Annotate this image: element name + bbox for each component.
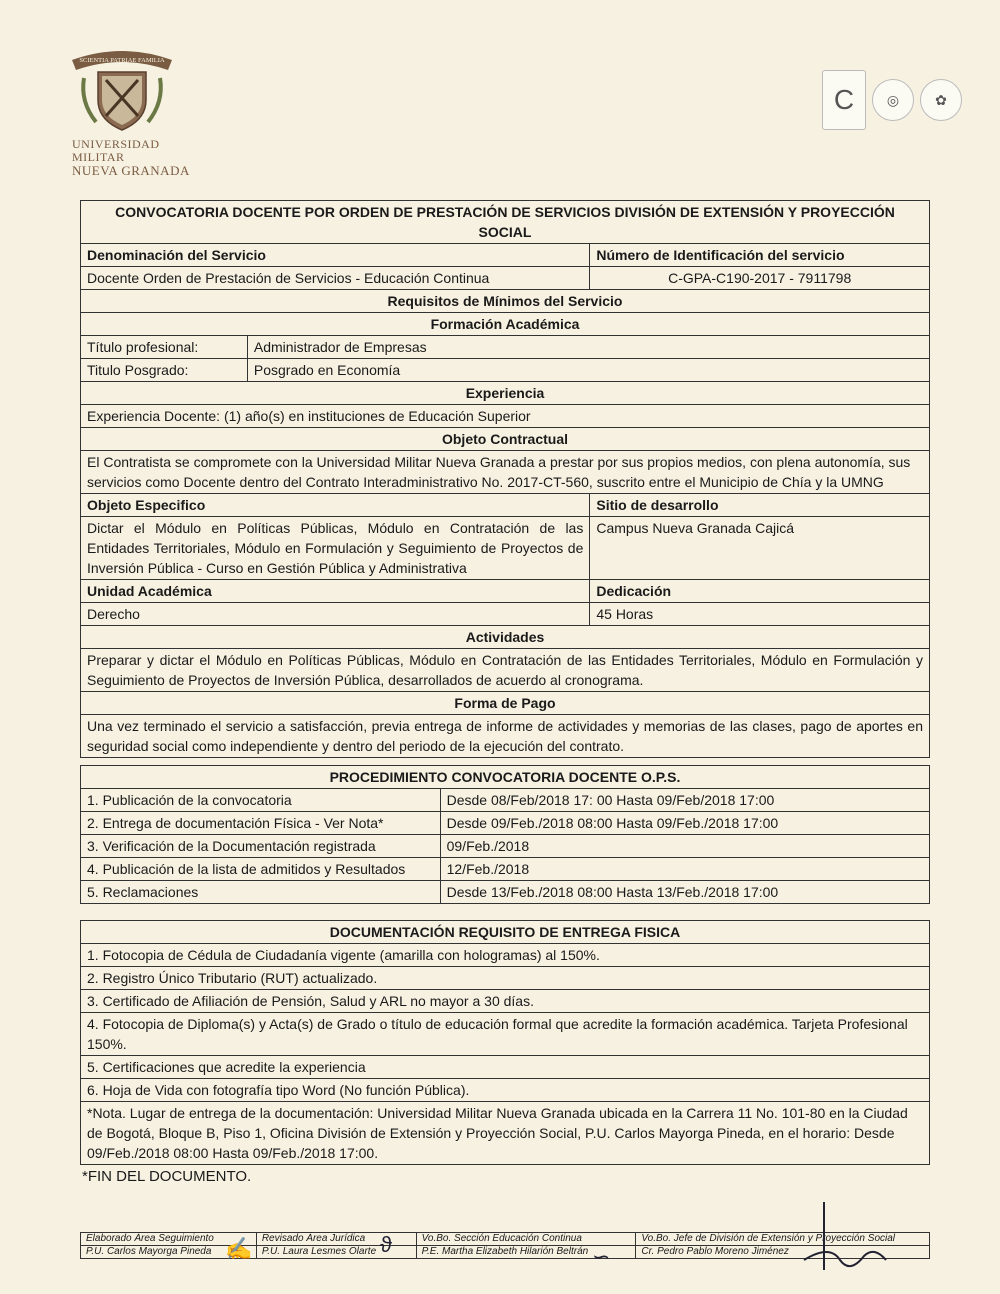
list-item: 2. Registro Único Tributario (RUT) actualizado. xyxy=(81,967,930,990)
footer-prepared-label: Elaborado Área Seguimiento xyxy=(81,1233,257,1246)
unit-value: Derecho xyxy=(81,603,590,626)
denomination-value: Docente Orden de Prestación de Servicios - Educación Continua xyxy=(81,267,590,290)
university-name-line2: NUEVA GRANADA xyxy=(72,163,190,178)
footer-division-approval-label: Vo.Bo. Jefe de División de Extensión y Proyección Social xyxy=(636,1233,930,1246)
footer-section-approval-name: P.E. Martha Elizabeth Hilarión Beltrán xyxy=(416,1246,636,1259)
documentation-note: *Nota. Lugar de entrega de la documentación: Universidad Militar Nueva Granada ubicada en la Carrera 11 No. 101-80 en la Ciudad de Bogotá, Bloque B, Piso 1, Oficina División de Extensión y Proyección Social, P.U. Carlos Mayorga Pineda, en el horario: Desde 09/Feb./2018 08:00 Hasta 09/Feb./2018 17:00. xyxy=(81,1102,930,1165)
procedure-step: 1. Publicación de la convocatoria xyxy=(81,789,441,812)
list-item: 4. Fotocopia de Diploma(s) y Acta(s) de Grado o título de educación formal que acredite la formación académica. Tarjeta Profesional 150%. xyxy=(81,1013,930,1056)
university-name-line1: UNIVERSIDAD MILITAR xyxy=(72,137,160,164)
dedication-label: Dedicación xyxy=(590,580,930,603)
site-label: Sitio de desarrollo xyxy=(590,494,930,517)
id-label: Número de Identificación del servicio xyxy=(590,244,930,267)
service-table xyxy=(80,200,930,758)
icontec-seal-icon: C xyxy=(822,70,866,130)
logo-motto: SCIENTIA PATRIAE FAMILIA xyxy=(79,57,165,64)
procedure-date: Desde 08/Feb/2018 17: 00 Hasta 09/Feb/2018 17:00 xyxy=(440,789,929,812)
footer-division-approval-name: Cr. Pedro Pablo Moreno Jiménez xyxy=(636,1246,930,1259)
experience-header: Experiencia xyxy=(81,382,930,405)
service-title: CONVOCATORIA DOCENTE POR ORDEN DE PRESTACIÓN DE SERVICIOS DIVISIÓN DE EXTENSIÓN Y PROYECCIÓN SOCIAL xyxy=(81,201,930,244)
site-value: Campus Nueva Granada Cajicá xyxy=(590,517,930,580)
experience-value: Experiencia Docente: (1) año(s) en instituciones de Educación Superior xyxy=(81,405,930,428)
documentation-table xyxy=(80,920,930,1165)
procedure-date: 09/Feb./2018 xyxy=(440,835,929,858)
id-value: C-GPA-C190-2017 - 7911798 xyxy=(590,267,930,290)
footer-reviewed-name: P.U. Laura Lesmes Olarte xyxy=(256,1246,416,1259)
iqnet-seal-icon: ◎ xyxy=(872,79,914,121)
procedure-step: 5. Reclamaciones xyxy=(81,881,441,904)
procedure-date: Desde 09/Feb./2018 08:00 Hasta 09/Feb./2018 17:00 xyxy=(440,812,929,835)
signature-3-icon: ∽ xyxy=(592,1244,611,1269)
list-item: 5. Certificaciones que acredite la experiencia xyxy=(81,1056,930,1079)
accreditation-seal-icon: ✿ xyxy=(920,79,962,121)
unit-label: Unidad Académica xyxy=(81,580,590,603)
activities-header: Actividades xyxy=(81,626,930,649)
signature-1-icon: ✍ xyxy=(225,1236,253,1261)
procedure-step: 4. Publicación de la lista de admitidos y Resultados xyxy=(81,858,441,881)
postgrad-value: Posgrado en Economía xyxy=(247,359,929,382)
university-logo xyxy=(62,38,192,177)
activities-value: Preparar y dictar el Módulo en Políticas Públicas, Módulo en Contratación de las Entidades Territoriales, Módulo en Formulación y Seguimiento de Proyectos de Inversión Pública, desarrollados de acuerdo al cronograma. xyxy=(81,649,930,692)
requirements-header: Requisitos de Mínimos del Servicio xyxy=(81,290,930,313)
contract-object-value: El Contratista se compromete con la Universidad Militar Nueva Granada a prestar por sus propios medios, con plena autonomía, sus servicios como Docente dentro del Contrato Interadministrativo No. 2017-CT-560, suscrito entre el Municipio de Chía y la UMNG xyxy=(81,451,930,494)
table-row xyxy=(81,881,930,904)
postgrad-label: Titulo Posgrado: xyxy=(81,359,248,382)
dedication-value: 45 Horas xyxy=(590,603,930,626)
table-row xyxy=(81,789,930,812)
academic-header: Formación Académica xyxy=(81,313,930,336)
professional-title-label: Título profesional: xyxy=(81,336,248,359)
table-row xyxy=(81,835,930,858)
footer-section-approval-label: Vo.Bo. Sección Educación Continua xyxy=(416,1233,636,1246)
table-row xyxy=(81,812,930,835)
list-item: 3. Certificado de Afiliación de Pensión, Salud y ARL no mayor a 30 días. xyxy=(81,990,930,1013)
payment-header: Forma de Pago xyxy=(81,692,930,715)
specific-object-value: Dictar el Módulo en Políticas Públicas, Módulo en Contratación de las Entidades Territoriales, Módulo en Formulación y Seguimiento de Proyectos de Inversión Pública - Curso en Gestión Pública y Administrativa xyxy=(81,517,590,580)
footer-reviewed-label: Revisado Área Jurídica xyxy=(256,1233,416,1246)
footer-prepared-name: P.U. Carlos Mayorga Pineda xyxy=(81,1246,257,1259)
signature-2-icon: ϑ xyxy=(380,1232,393,1257)
contract-object-header: Objeto Contractual xyxy=(81,428,930,451)
specific-object-label: Objeto Especifico xyxy=(81,494,590,517)
procedure-date: Desde 13/Feb./2018 08:00 Hasta 13/Feb./2018 17:00 xyxy=(440,881,929,904)
end-of-document: *FIN DEL DOCUMENTO. xyxy=(82,1168,252,1185)
professional-title-value: Administrador de Empresas xyxy=(247,336,929,359)
list-item: 1. Fotocopia de Cédula de Ciudadanía vigente (amarilla con hologramas) al 150%. xyxy=(81,944,930,967)
crest-icon xyxy=(62,38,182,138)
list-item: 6. Hoja de Vida con fotografía tipo Word (No función Pública). xyxy=(81,1079,930,1102)
denomination-label: Denominación del Servicio xyxy=(81,244,590,267)
signature-4-icon xyxy=(800,1200,890,1280)
table-row xyxy=(81,858,930,881)
certification-seals xyxy=(822,70,962,130)
procedure-step: 3. Verificación de la Documentación registrada xyxy=(81,835,441,858)
procedure-table xyxy=(80,765,930,904)
procedure-date: 12/Feb./2018 xyxy=(440,858,929,881)
procedure-title: PROCEDIMIENTO CONVOCATORIA DOCENTE O.P.S. xyxy=(81,766,930,789)
procedure-step: 2. Entrega de documentación Física - Ver Nota* xyxy=(81,812,441,835)
documentation-title: DOCUMENTACIÓN REQUISITO DE ENTREGA FISICA xyxy=(81,921,930,944)
payment-value: Una vez terminado el servicio a satisfacción, previa entrega de informe de actividades y memorias de las clases, pago de aportes en seguridad social como independiente y dentro del periodo de la ejecución del contrato. xyxy=(81,715,930,758)
